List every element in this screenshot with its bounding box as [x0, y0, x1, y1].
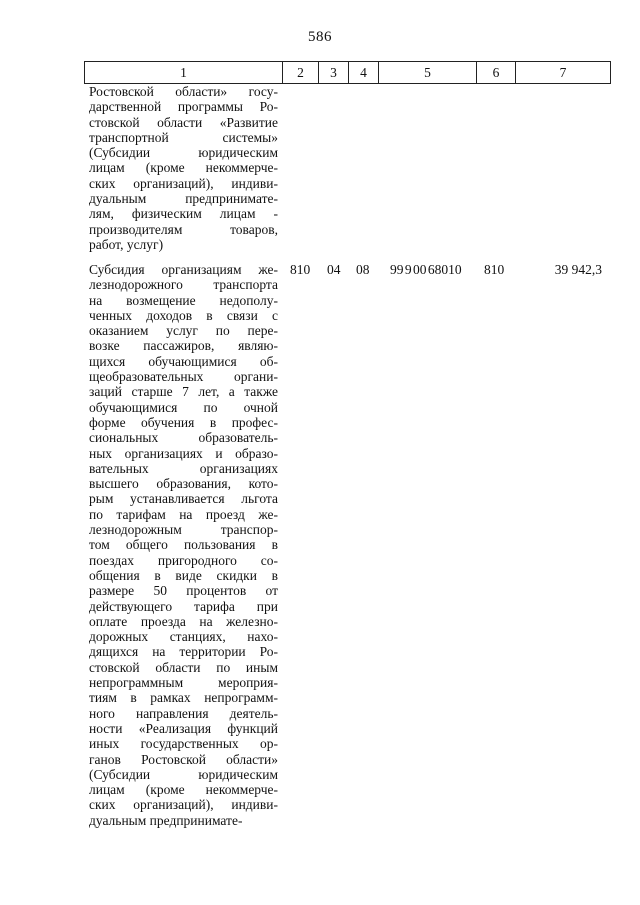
description-line: транспортной системы»	[89, 129, 278, 145]
header-col-4: 4	[349, 62, 379, 84]
description-line: заций старше 7 лет, а также	[89, 384, 278, 400]
description-line: поездах пригородного со-	[89, 552, 278, 568]
description-line: высшего образования, кото-	[89, 476, 278, 492]
description-line: производителям товаров,	[89, 221, 278, 237]
header-col-1: 1	[85, 62, 283, 84]
description-line: дящихся на территории Ро-	[89, 644, 278, 660]
description-line: стовской области «Развитие	[89, 114, 278, 130]
row-2-col-2: 810	[290, 262, 311, 277]
description-line: оплате проезда на железно-	[89, 613, 278, 629]
table-header	[84, 61, 611, 84]
description-line: стовской области по иным	[89, 659, 278, 675]
description-line: ного направления деятель-	[89, 705, 278, 721]
description-line: ганов Ростовской области»	[89, 751, 278, 767]
description-line: действующего тарифа при	[89, 598, 278, 614]
row-1-description	[89, 84, 278, 252]
description-line: вательных организациях	[89, 460, 278, 476]
description-line: ных организациях и образо-	[89, 445, 278, 461]
header-col-6: 6	[477, 62, 516, 84]
description-line: на возмещение недополу-	[89, 292, 278, 308]
description-line: ских организаций), индиви-	[89, 175, 278, 191]
description-line: форме обучения в профес-	[89, 414, 278, 430]
description-line: лезнодорожным транспор-	[89, 522, 278, 538]
description-line: возке пассажиров, являю-	[89, 338, 278, 354]
description-line: работ, услуг)	[89, 236, 164, 252]
header-col-7: 7	[516, 62, 611, 84]
description-line: щихся обучающимися об-	[89, 353, 278, 369]
description-line: Субсидия организациям же-	[89, 262, 278, 277]
description-line: дорожных станциях, нахо-	[89, 629, 278, 645]
description-line: Ростовской области» госу-	[89, 84, 278, 99]
description-line: сиональных образователь-	[89, 430, 278, 446]
row-2-col-6: 810	[484, 262, 505, 277]
description-line: оказанием услуг по пере-	[89, 323, 278, 339]
description-line: щеобразовательных органи-	[89, 369, 278, 385]
description-line: размере 50 процентов от	[89, 583, 278, 599]
row-2-description	[89, 262, 278, 828]
header-col-5: 5	[379, 62, 477, 84]
description-line: лезнодорожного транспорта	[89, 277, 278, 293]
description-line: дарственной программы Ро-	[89, 99, 278, 115]
page-number: 586	[308, 29, 332, 45]
description-line: ности «Реализация функций	[89, 720, 278, 736]
description-line: непрограммным мероприя-	[89, 675, 278, 691]
description-line: иных государственных ор-	[89, 736, 278, 752]
header-col-3: 3	[319, 62, 349, 84]
description-line: по тарифам на проезд же-	[89, 506, 278, 522]
description-line: тиям в рамках непрограмм-	[89, 690, 278, 706]
description-line: лицам (кроме некоммерче-	[89, 160, 278, 176]
description-line: том общего пользования в	[89, 537, 278, 553]
description-line: общения в виде скидки в	[89, 567, 278, 583]
description-line: дуальным предпринимате-	[89, 191, 278, 207]
description-line: лям, физическим лицам -	[89, 206, 278, 222]
description-line: дуальным предпринимате-	[89, 812, 243, 828]
header-col-2: 2	[283, 62, 319, 84]
header-row	[85, 62, 611, 84]
description-line: (Субсидии юридическим	[89, 145, 278, 161]
row-2-col-3: 04	[327, 262, 341, 277]
description-line: ских организаций), индиви-	[89, 797, 278, 813]
description-line: обучающимися по очной	[89, 399, 278, 415]
row-2-col-5: 99 9 00 68010	[390, 262, 462, 277]
row-2-col-4: 08	[356, 262, 370, 277]
description-line: ченных доходов в связи с	[89, 307, 278, 323]
row-2-col-7: 39 942,3	[554, 262, 602, 277]
description-line: лицам (кроме некоммерче-	[89, 782, 278, 798]
description-line: (Субсидии юридическим	[89, 766, 278, 782]
description-line: рым устанавливается льгота	[89, 491, 278, 507]
